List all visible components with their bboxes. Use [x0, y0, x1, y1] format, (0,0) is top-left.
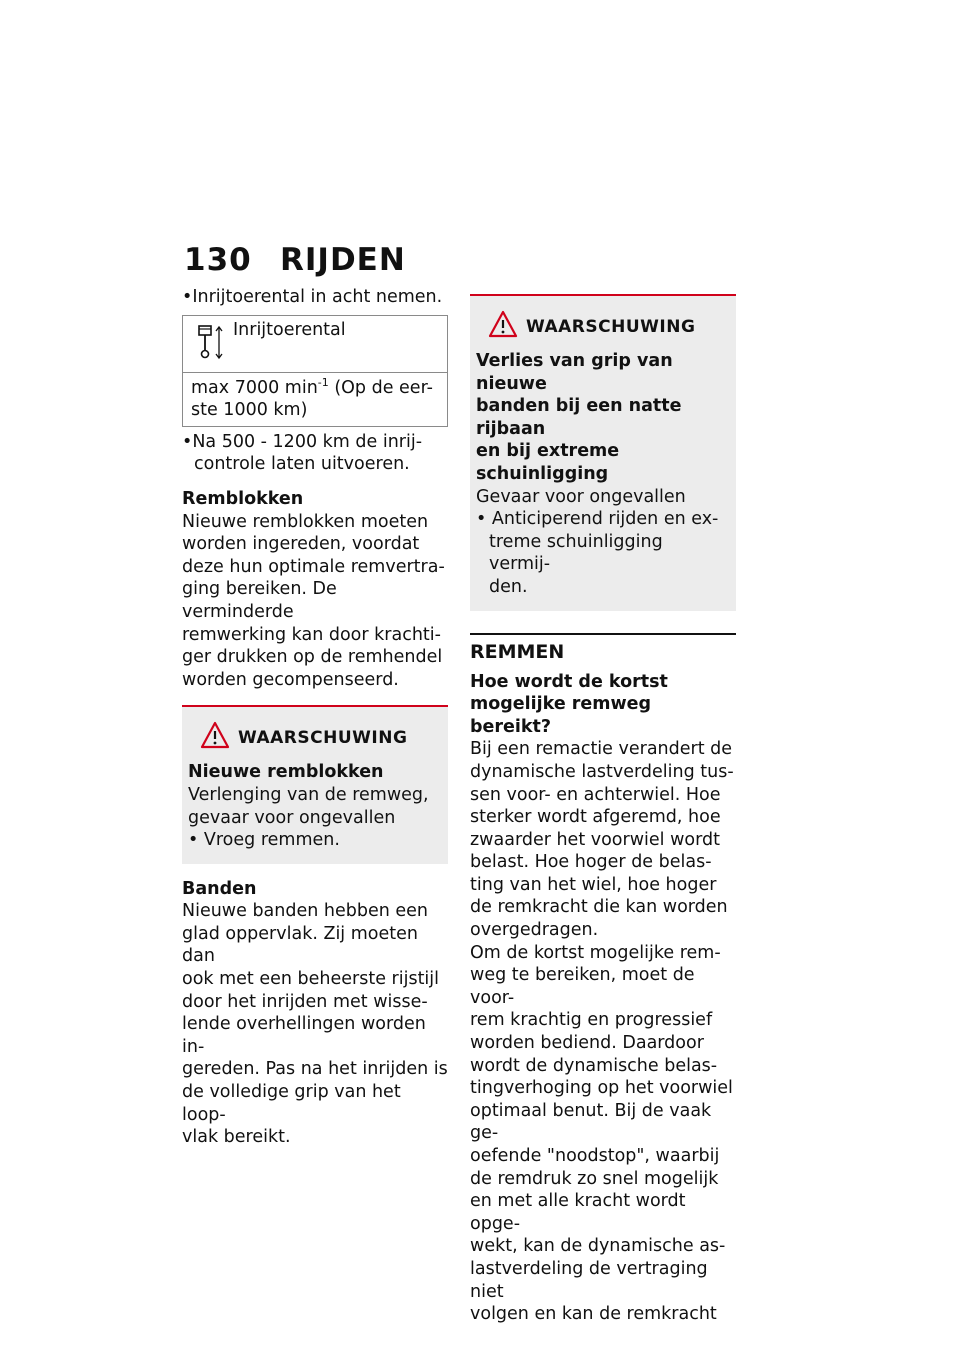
section-title: REMMEN — [470, 640, 565, 663]
remblokken-text: Nieuwe remblokken moeten worden ingereden, voordat deze hun optimale remvertra- ging bereiken. De verminderde remwerking kan door krachti- ger drukken op de remhendel worden gecompenseerd. — [182, 511, 445, 690]
banden-heading: Banden — [182, 878, 257, 899]
rpm-value: max 7000 $\min^{-1} (Op$ de eer- ste 1000 km) — [191, 375, 433, 421]
warning-triangle-icon — [488, 310, 518, 345]
warning-triangle-icon — [200, 721, 230, 756]
question-heading: Hoe wordt de kortst mogelijke remweg bereikt? — [470, 671, 668, 737]
page-header — [184, 240, 406, 280]
banden-text: Nieuwe banden hebben een glad oppervlak. Zij moeten dan ook met een beheerste rijstijl door het inrijden met wisse- lende overhellingen worden in- gereden. Pas na het inrijden is de volledige grip van het loop- vlak bereikt. — [182, 901, 448, 1148]
page-number: 130 — [184, 242, 252, 278]
rpm-info-box — [182, 315, 448, 427]
warning-bullet: • Vroeg remmen. — [188, 830, 340, 851]
warning-title: WAARSCHUWING — [526, 317, 696, 337]
warning-bullet: • Anticiperend rijden en ex- — [476, 509, 719, 530]
chapter-title: RIJDEN — [280, 242, 406, 278]
warning-heading: Nieuwe remblokken — [188, 762, 384, 783]
warning-title: WAARSCHUWING — [238, 728, 408, 749]
bullet-item: •Na 500 - 1200 km de inrij- — [182, 431, 423, 452]
rpm-label: Inrijtoerental — [233, 319, 346, 340]
engine-piston-icon — [197, 324, 227, 367]
section-rule — [470, 633, 736, 665]
warning-heading: Verlies van grip van nieuwe banden bij een natte rijbaan en bij extreme schuinligging — [476, 351, 682, 484]
bullet-item: •Inrijtoerental in acht nemen. — [182, 287, 443, 307]
warning-box-brakepads: WAARSCHUWING Nieuwe remblokken Verlenging van de remweg, gevaar voor ongevallen • Vroeg remmen. — [182, 705, 448, 863]
remblokken-heading: Remblokken — [182, 488, 304, 509]
warning-box-tires: WAARSCHUWING Verlies van grip van nieuwe banden bij een natte rijbaan en bij extreme schuinligging Gevaar voor ongevallen • Anticiperend rijden en ex- treme schuinligging vermij- den. — [470, 294, 736, 611]
remmen-text: Bij een remactie verandert de dynamische lastverdeling tus- sen voor- en achterwiel. Hoe sterker wordt afgeremd, hoe zwaarder het voorwiel wordt belast. Hoe hoger de belas- ting van het wiel, hoe hoger de remkracht die kan worden overgedragen. Om de kortst mogelijke rem- weg te bereiken, moet de voor- rem krachtig en progressief worden bediend. Daardoor wordt de dynamische belas- tingverhoging op het voorwiel optimaal benut. Bij de vaak ge- oefende "noodstop", waarbij de remdruk zo snel mogelijk en met alle kracht wordt opge- wekt, kan de dynamische as- lastverdeling de vertraging niet volgen en kan de remkracht — [470, 739, 734, 1325]
left-column — [182, 286, 448, 1149]
bullet-continuation: controle laten uitvoeren. — [194, 454, 410, 475]
right-column — [470, 294, 736, 1326]
